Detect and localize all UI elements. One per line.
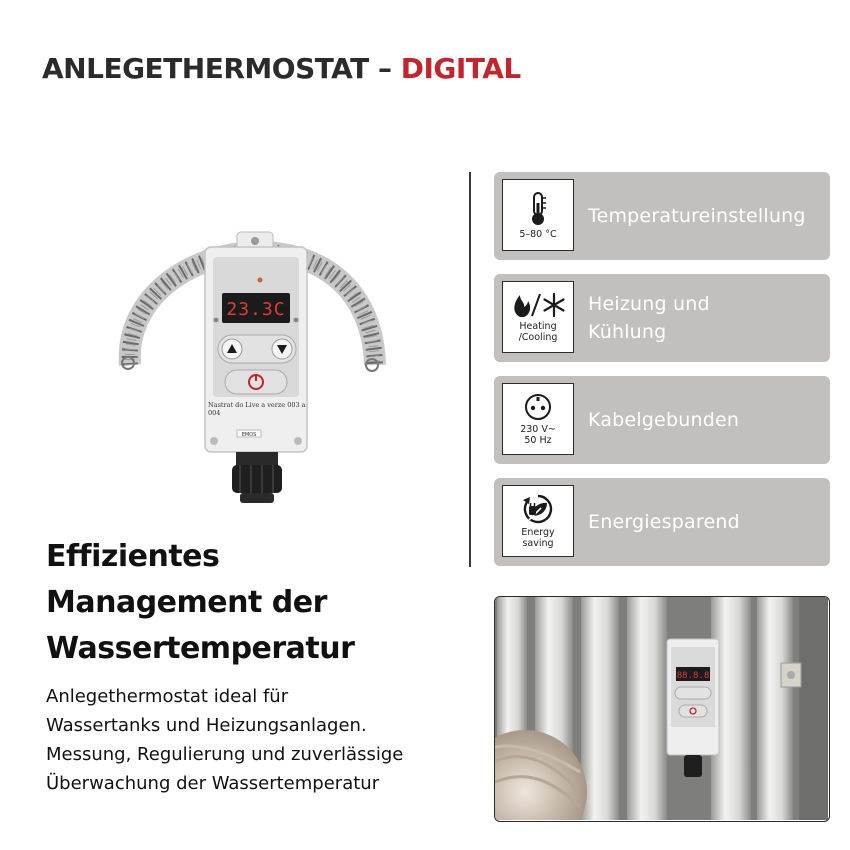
feature-icon-box [502,281,574,353]
feature-icon-caption: 5–80 °C [519,228,557,240]
description-text: Anlegethermostat ideal für Wassertanks und Heizungsanlagen. Messung, Regulierung und zuverlässige Überwachung der Wassertemperatur [46,686,404,794]
feature-icon-caption: Heating /Cooling [518,321,558,343]
feature-icon-box [502,485,574,557]
power-socket-icon [523,392,553,422]
feature-label: Temperatureinstellung [588,205,806,227]
title-accent: DIGITAL [400,52,521,85]
flame-snowflake-icon [510,291,566,319]
photo-display-readout: 88.8.8 [676,671,710,681]
svg-text:004: 004 [208,409,221,417]
feature-icon-box [502,179,574,251]
thermostat-product-image [110,175,390,515]
device-display-readout: 23.3C [226,299,286,320]
device-sticker-text: Nastrat do Live a verze 003 a [208,401,306,409]
headline: Effizientes Management der Wassertemperatur [46,539,355,666]
installation-photo [494,596,830,822]
title-main: ANLEGETHERMOSTAT – [42,52,401,85]
energy-saving-icon [521,493,555,525]
page-title [42,52,521,85]
feature-wired [494,376,830,464]
feature-icon-caption: 230 V~ 50 Hz [520,424,556,446]
feature-label: Kabelgebunden [588,409,740,431]
feature-label: Energiesparend [588,511,740,533]
device-brand: EMOS [241,432,257,438]
feature-icon-box [502,383,574,455]
vertical-divider [469,172,471,567]
feature-heating-cooling [494,274,830,362]
feature-icon-caption: Energy saving [521,527,555,549]
thermometer-icon [527,191,549,227]
feature-temperature-setting [494,172,830,260]
feature-energy-saving [494,478,830,566]
feature-label: Heizung und Kühlung [588,293,710,343]
